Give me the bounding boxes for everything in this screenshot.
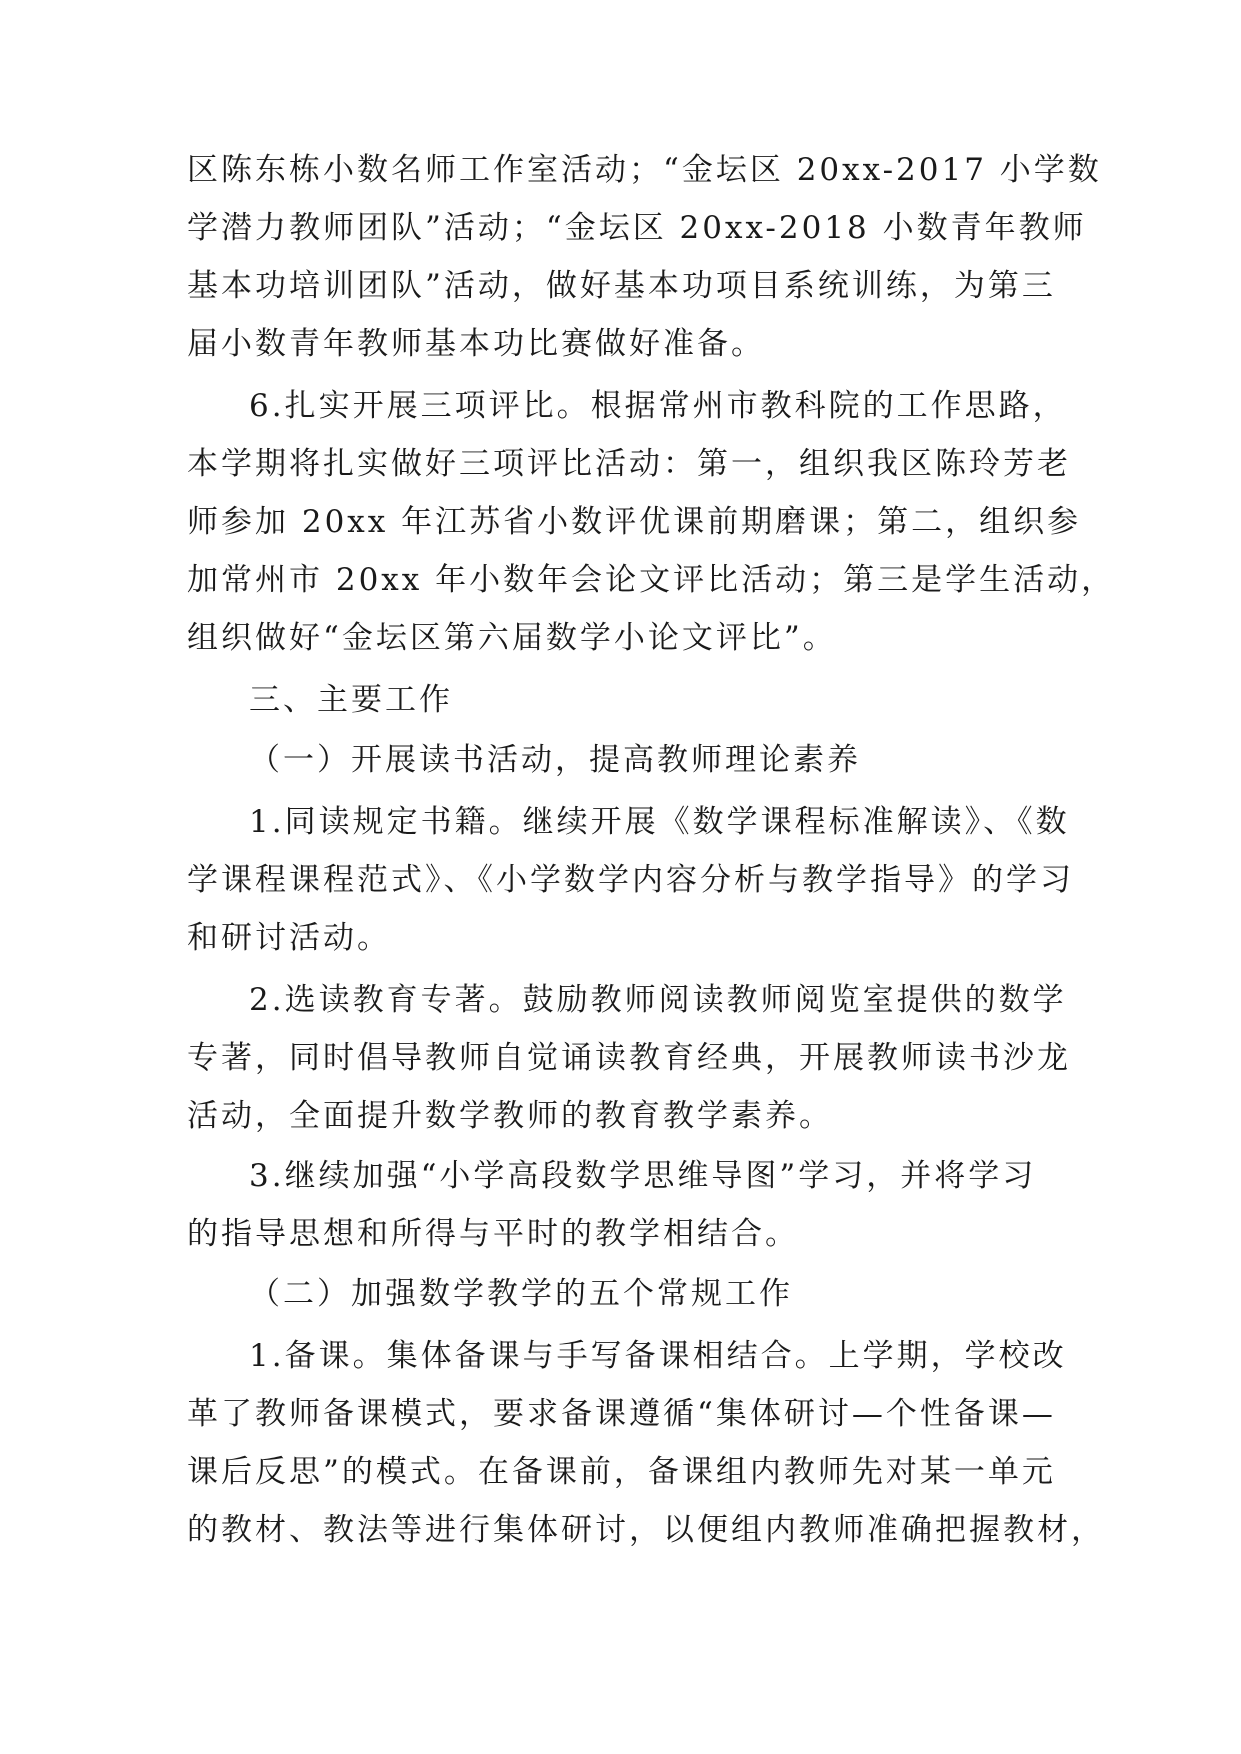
section-heading: 三、主要工作: [249, 682, 453, 718]
text-line: 和研讨活动。: [187, 920, 391, 956]
text-line: 1.同读规定书籍。继续开展《数学课程标准解读》、《数: [249, 804, 1070, 840]
subsection-heading: （一）开展读书活动，提高教师理论素养: [249, 742, 861, 778]
text-line: 区陈东栋小数名师工作室活动；“金坛区 20xx-2017 小学数: [187, 152, 1102, 188]
text-line: 的教材、教法等进行集体研讨，以便组内教师准确把握教材，: [187, 1512, 1105, 1548]
text-line: 专著，同时倡导教师自觉诵读教育经典，开展教师读书沙龙: [187, 1040, 1071, 1076]
text-line: 学潜力教师团队”活动；“金坛区 20xx-2018 小数青年教师: [187, 210, 1087, 246]
text-line: 2.选读教育专著。鼓励教师阅读教师阅览室提供的数学: [249, 982, 1067, 1018]
text-line: 本学期将扎实做好三项评比活动：第一，组织我区陈玲芳老: [187, 446, 1071, 482]
text-line: 师参加 20xx 年江苏省小数评优课前期磨课；第二，组织参: [187, 504, 1082, 540]
text-line: 3.继续加强“小学高段数学思维导图”学习，并将学习: [249, 1158, 1037, 1194]
text-line: 组织做好“金坛区第六届数学小论文评比”。: [187, 620, 837, 656]
text-line: 届小数青年教师基本功比赛做好准备。: [187, 326, 765, 362]
text-line: 6.扎实开展三项评比。根据常州市教科院的工作思路，: [249, 388, 1067, 424]
text-line: 加常州市 20xx 年小数年会论文评比活动；第三是学生活动，: [187, 562, 1116, 598]
subsection-heading: （二）加强数学教学的五个常规工作: [249, 1276, 793, 1312]
text-line: 1.备课。集体备课与手写备课相结合。上学期，学校改: [249, 1338, 1067, 1374]
text-line: 学课程课程范式》、《小学数学内容分析与教学指导》的学习: [187, 862, 1074, 898]
text-line: 革了教师备课模式，要求备课遵循“集体研讨—个性备课—: [187, 1396, 1056, 1432]
text-line: 课后反思”的模式。在备课前，备课组内教师先对某一单元: [187, 1454, 1056, 1490]
text-line: 基本功培训团队”活动，做好基本功项目系统训练，为第三: [187, 268, 1056, 304]
text-line: 活动，全面提升数学教师的教育教学素养。: [187, 1098, 833, 1134]
text-line: 的指导思想和所得与平时的教学相结合。: [187, 1216, 799, 1252]
